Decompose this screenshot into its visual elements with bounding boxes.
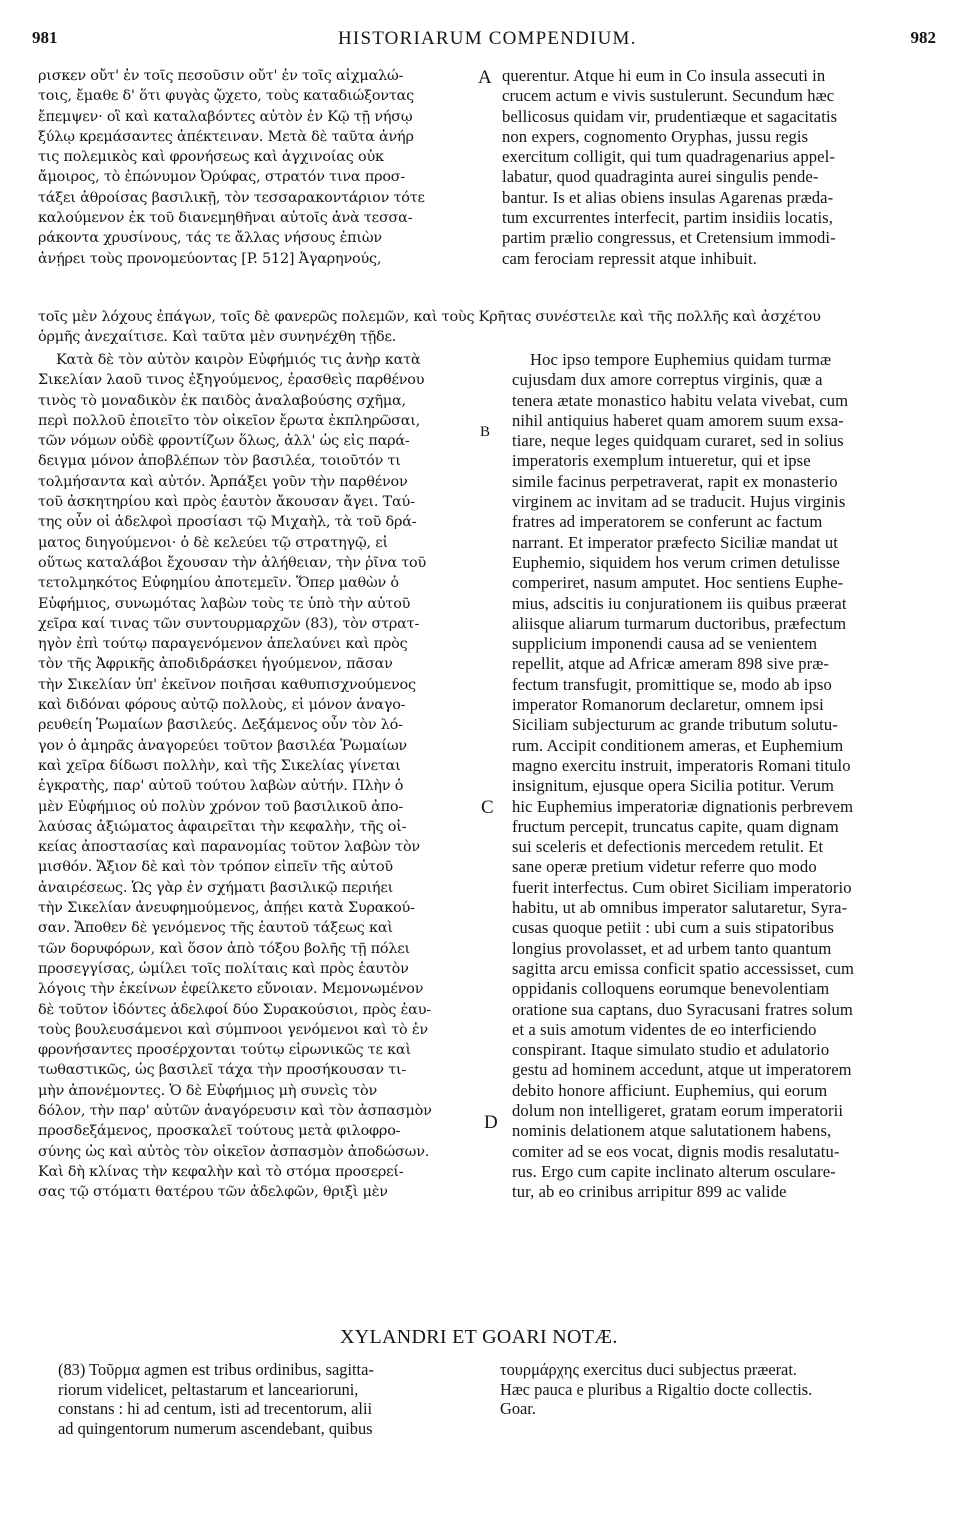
text-line: ρισκεν οὔτ' ἐν τοῖς πεσοῦσιν οὔτ' ἐν τοῖς αἰχμαλώ- <box>38 68 404 84</box>
running-header <box>28 28 936 54</box>
greek-column-main <box>38 350 486 1202</box>
text-line: rum. Accipit conditionem ameras, et Euphemium <box>512 735 844 755</box>
text-line: cujusdam dux amore correptus virginis, quæ a <box>512 370 823 390</box>
latin-column-top <box>502 66 934 269</box>
text-line: λόγοις τὴν ἐκείνων ἐφείλκετο εὔνοιαν. Μεμονωμένον <box>38 981 424 998</box>
margin-marker-c: C <box>481 797 494 818</box>
text-line: ὁρμῆς ἀνεχαίτισε. Καὶ ταῦτα μὲν συνηνέχθη τῇδε. <box>38 329 397 346</box>
text-line: virginem ac invitam ad se traducit. Hujus virginis <box>512 492 846 512</box>
text-line: habitu, ut ab omnibus imperator salutaretur, Syra- <box>512 898 848 918</box>
text-line: ηγὸν ἐπὶ τούτῳ παραγενόμενον ἀπελαύνει καὶ πρὸς <box>38 636 408 653</box>
text-line: narrant. Et imperator præfecto Siciliæ mandat ut <box>512 532 838 552</box>
text-line: tum excurrentes interfecit, partim insidiis locatis, <box>502 208 833 228</box>
text-line: simile facinus perpetraverat, rapit ex monasterio <box>512 471 838 491</box>
text-line: nominis delationem atque salutationem habens, <box>512 1121 832 1141</box>
text-line: longius provolasset, et ad urbem tanto quantum <box>512 938 832 958</box>
text-line: Σικελίαν λαοῦ τινος ἐξηγούμενος, ἐρασθεὶς παρθένου <box>38 372 425 389</box>
text-line: fuerit interfectus. Cum obiret Siciliam imperatorio <box>512 877 852 897</box>
text-line: labatur, quod quadraginta aurei singulis pende- <box>502 167 819 187</box>
text-line: ἄμοιρος, τὸ ἐπώνυμον Ὀρύφας, στρατόν τινα προσ- <box>38 169 406 186</box>
text-line: insignitum, ejusque opera Sicilia potitur. Verum <box>512 776 835 796</box>
text-line: partim prælio congressus, et Cretensium immodi- <box>502 228 836 248</box>
text-line: τάξει ἀθροίσας βασιλικῇ, τὸν τεσσαρακοντάριον τότε <box>38 189 425 206</box>
greek-full-width-lines <box>38 307 938 348</box>
text-line: ἐγκρατὴς, παρ' αὐτοῦ τούτου λαβὼν αὐτήν. Πλὴν ὁ <box>38 778 404 795</box>
notes-column-right <box>500 1360 936 1419</box>
text-line: ἀναιρέσεως. Ὡς γὰρ ἐν σχήματι βασιλικῷ περιήει <box>38 879 394 896</box>
text-line: Euphemio, siquidem hos verum crimen detulisse <box>512 552 841 572</box>
text-line: imperatoris exemplum intueretur, qui et ipse <box>512 451 811 471</box>
text-line: τινὸς τὸ μοναδικὸν ἐκ παιδὸς ἀναλαβούσης σχῆμα, <box>38 392 406 409</box>
page-number-left: 981 <box>32 28 58 47</box>
text-line: τολμήσαντα καὶ αὐτόν. Ἁρπάξει γοῦν τὴν παρθένον <box>38 473 408 490</box>
text-line: Goar. <box>500 1399 536 1418</box>
text-line: δόλον, τὴν παρ' αὐτῶν ἀναγόρευσιν καὶ τὸν ἀσπασμὸν <box>38 1102 432 1119</box>
text-line: Καὶ δὴ κλίνας τὴν κεφαλὴν καὶ τὸ στόμα προσερεί- <box>38 1163 404 1180</box>
text-line: περὶ πολλοῦ ἐποιεῖτο τὸν οἰκεῖον ἔρωτα ἐκπληρῶσαι, <box>38 412 421 429</box>
text-line: comiter ad se eos vocat, dignis modis resalutatu- <box>512 1141 840 1161</box>
text-line: δὲ τοῦτον ἰδόντες ἀδελφοί δύο Συρακούσιοι, πρὸς ἑαυ- <box>38 1001 431 1018</box>
text-line: τις πολεμικὸς καὶ φρονήσεως καὶ ἀγχινοίας οὐκ <box>38 149 384 166</box>
margin-marker-d: D <box>484 1112 498 1133</box>
text-line: sane operæ pretium videtur referre quo modo <box>512 857 817 877</box>
text-line: λαύσας ἀξιώματος ἀφαιρεῖται τὴν κεφαλὴν, τῆς οἰ- <box>38 818 407 835</box>
text-line: gestu ad hominem accedunt, atque ut imperatorem <box>512 1060 852 1080</box>
text-line: χεῖρα καί τινας τῶν συντουρμαρχῶν (83), τὸν στρατ- <box>38 615 420 632</box>
text-line: tiare, neque leges quidquam curaret, sed in solius <box>512 431 844 451</box>
notes-column-left <box>58 1360 478 1438</box>
text-line: rus. Ergo cum capite inclinato alterum osculare- <box>512 1161 836 1181</box>
text-line: et a suis amotum videntes de eo interficiendo <box>512 1019 817 1039</box>
text-line: fectum transfugit, promittique se, modo ab ipso <box>512 674 832 694</box>
text-line: hic Euphemius imperatoriæ dignationis perbrevem <box>512 796 854 816</box>
text-line: γον ὁ ἀμηρᾶς ἀναγορεύει τοῦτον βασιλέα Ῥωμαίων <box>38 737 407 754</box>
text-line: mius, adscitis iu conjurationem iis quibus præerat <box>512 593 847 613</box>
text-line: magno exercitu instruit, imperatoris Romani titulo <box>512 755 851 775</box>
text-line: comperiret, nasum amputet. Hoc sentiens Euphe- <box>512 573 844 593</box>
text-line: τῶν νόμων οὐδὲ φροντίζων ὅλως, ἀλλ' ὡς εἰς παρά- <box>38 433 410 450</box>
text-line: sagitta arcu emissa conficit spatio accessisset, cum <box>512 958 855 978</box>
text-line: προσεγγίσας, ὡμίλει τοῖς πολίταις καὶ πρὸς ἑαυτὸν <box>38 960 409 977</box>
text-line: Siciliam subjecturum ac grande tributum solutu- <box>512 715 838 735</box>
text-line: φρονήσαντες προσέρχονται τούτῳ εἰρωνικῶς τε καὶ <box>38 1042 411 1059</box>
text-line: dolum non intelligeret, gratam eorum imperatorii <box>512 1100 844 1120</box>
text-line: Εὐφήμιος, συνωμότας λαβὼν τοὺς τε ὑπὸ τὴν αὐτοῦ <box>38 595 411 612</box>
text-line: μισθόν. Ἄξιον δὲ καὶ τὸν τρόπον εἰπεῖν τῆς αὐτοῦ <box>38 859 393 876</box>
text-line: ἀνῄρει τοὺς προνομεύοντας [P. 512] Ἀγαρηνούς, <box>38 250 382 267</box>
text-line: τοῖς μὲν λόχους ἐπάγων, τοῖς δὲ φανερῶς πολεμῶν, καὶ τοὺς Κρῆτας συνέστειλε καὶ τῆς πολλῆς καὶ ἀσχέτου <box>38 309 821 325</box>
text-line: querentur. Atque hi eum in Co insula assecuti in <box>502 66 826 85</box>
text-line: καὶ χεῖρα δίδωσι πολλὴν, καὶ τῆς Σικελίας γίνεται <box>38 757 401 774</box>
text-line: τὴν Σικελίαν ἀνευφημούμενος, ἀπῄει κατὰ Συρακού- <box>38 900 415 917</box>
text-line: non expers, cognomento Oryphas, jussu regis <box>502 126 809 146</box>
page-number-right: 982 <box>910 28 936 47</box>
text-line: δειγμα μόνον ἀποβλέπων τὸν βασιλέα, τοιοῦτόν τι <box>38 453 401 470</box>
text-line: cusas quoque petiit : ubi cum a suis stipatoribus <box>512 918 834 938</box>
text-line: constans : hi ad centum, isti ad trecentorum, alii <box>58 1399 373 1418</box>
text-line: bellicosus quidam vir, prudentiæque et sagacitatis <box>502 106 838 126</box>
text-line: μὲν Εὐφήμιος οὐ πολὺν χρόνον τοῦ βασιλικοῦ ἀπο- <box>38 798 404 815</box>
text-line: (83) Τοῦρμα agmen est tribus ordinibus, sagitta- <box>58 1360 374 1379</box>
text-line: σύνης ὡς καὶ αὐτὸς τὸν οἰκεῖον ἀσπασμὸν ἀποδώσων. <box>38 1143 430 1160</box>
text-line: τοὺς βουλευσάμενοι καὶ σύμπνοοι γενόμενοι καὶ τὸ ἐν <box>38 1021 428 1038</box>
text-line: crucem actum e vivis sustulerunt. Secundum hæc <box>502 86 835 106</box>
text-line: της οὖν οἱ ἀδελφοὶ προσίασι τῷ Μιχαὴλ, τὰ τοῦ δρά- <box>38 514 417 531</box>
text-line: ad quingentorum numerum ascendebant, quibus <box>58 1418 373 1438</box>
text-line: tenera ætate monastico habitu velata vivebat, cum <box>512 390 849 410</box>
text-line: imperator Romanorum declaretur, omnem ipsi <box>512 695 824 715</box>
text-line: τωθαστικῶς, ὡς βασιλεῖ τάχα τὴν προσήκουσαν τι- <box>38 1062 407 1079</box>
text-line: debito honore afficiunt. Euphemius, qui eorum <box>512 1080 828 1100</box>
text-line: nihil antiquius haberet quam amorem suum exsa- <box>512 410 844 430</box>
text-line: καὶ διδόναι φόρους αὐτῷ πολλοὺς, εἰ μόνον ἀναγο- <box>38 697 406 714</box>
text-line: σαν. Ἄποθεν δὲ γενόμενος τῆς ἑαυτοῦ τάξεως καὶ <box>38 920 393 937</box>
text-line: fructum percepit, truncatus capite, quam dignam <box>512 816 839 836</box>
text-line: Κατὰ δὲ τὸν αὐτὸν καιρὸν Εὐφήμιός τις ἀνὴρ κατὰ <box>56 352 421 368</box>
text-line: Hoc ipso tempore Euphemius quidam turmæ <box>530 350 832 369</box>
text-line: conspirant. Itaque simulato studio et adulatorio <box>512 1040 830 1060</box>
text-line: μὴν ἀπονέμοντες. Ὁ δὲ Εὐφήμιος μὴ συνεὶς τὸν <box>38 1082 378 1099</box>
text-line: τοῦ ἀσκητηρίου καὶ πρὸς ἑαυτὸν ἄκουσαν ἄγει. Ταύ- <box>38 494 415 511</box>
text-line: οὕτως καταλάβοι ἔχουσαν τὴν ἀλήθειαν, τὴν ῥῖνα τοῦ <box>38 554 427 571</box>
text-line: ξύλῳ κρεμάσαντες ἀπέκτειναν. Μετὰ δὲ ταῦτα ἀνήρ <box>38 128 414 145</box>
text-line: riorum videlicet, peltastarum et lancearioruni, <box>58 1379 359 1399</box>
text-line: exercitum colligit, qui tum quadragenarius appel- <box>502 147 835 167</box>
text-line: bantur. Is et alias obiens insulas Agarenas præda- <box>502 187 834 207</box>
text-line: σας τῷ στόματι θατέρου τῶν ἀδελφῶν, θριξὶ μὲν <box>38 1184 388 1201</box>
text-line: ρευθείη Ῥωμαίων βασιλεύς. Δεξάμενος οὖν τὸν λό- <box>38 717 403 734</box>
text-line: τὴν Σικελίαν ὑπ' ἐκεῖνον ποιῆσαι καθυπισχνούμενος <box>38 676 416 693</box>
text-line: τουρμάρχης exercitus duci subjectus præerat. <box>500 1360 797 1379</box>
text-line: ματος διηγούμενοι· ὁ δὲ κελεύει τῷ στρατηγῷ, εἰ <box>38 534 388 551</box>
text-line: oppidanis colloquens eorumque benevolentiam <box>512 979 830 999</box>
text-line: fratres ad imperatorem se conferunt ac factum <box>512 512 823 532</box>
text-line: τὸν τῆς Ἀφρικῆς ἀποδιδράσκει ἡγούμενον, πᾶσαν <box>38 656 393 673</box>
greek-column-top <box>38 66 498 269</box>
text-line: προσδεξάμενος, προσκαλεῖ τούτους μετὰ φιλοφρο- <box>38 1123 401 1140</box>
running-title: HISTORIARUM COMPENDIUM. <box>338 28 637 49</box>
text-line: τῶν δορυφόρων, καὶ ὅσον ἀπὸ τόξου βολῆς τῇ πόλει <box>38 940 410 957</box>
text-line: repellit, atque ad Africæ ameram 898 sive præ- <box>512 654 830 674</box>
text-line: cam ferociam repressit atque inhibuit. <box>502 248 757 268</box>
text-line: aliisque aliarum turmarum ductoribus, præfectum <box>512 613 847 633</box>
text-line: tur, ab eo crinibus arripitur 899 ac valide <box>512 1182 787 1202</box>
notes-heading: XYLANDRI ET GOARI NOTÆ. <box>340 1326 618 1348</box>
text-line: τοις, ἔμαθε δ' ὅτι φυγὰς ᾤχετο, τοὺς καταδιώξοντας <box>38 88 414 105</box>
text-line: oratione sua captans, duo Syracusani fratres solum <box>512 999 853 1019</box>
text-line: κείας ἀποστασίας καὶ παρανομίας τοῦτον λαβὼν τὸν <box>38 839 420 856</box>
text-line: sui sceleris et defectionis mercedem retulit. Et <box>512 837 824 857</box>
text-line: καλούμενον ἐκ τοῦ διανεμηθῆναι αὐτοῖς ἀνὰ τεσσα- <box>38 210 413 227</box>
text-line: τετολμηκότος Εὐφημίου ἀποτεμεῖν. Ὅπερ μαθὼν ὁ <box>38 575 399 592</box>
latin-column-main <box>512 350 936 1202</box>
text-line: ἔπεμψεν· οἳ καὶ καταλαβόντες αὐτὸν ἐν Κῷ τῇ νήσῳ <box>38 108 413 125</box>
margin-marker-b: B <box>480 424 491 440</box>
margin-marker-a: A <box>478 67 492 88</box>
text-line: supplicium imponendi causa ad se venientem <box>512 634 818 654</box>
text-line: Hæc pauca e pluribus a Rigaltio docte collectis. <box>500 1379 813 1399</box>
text-line: ράκοντα χρυσίνους, τάς τε ἄλλας νήσους ἐπιὼν <box>38 230 382 247</box>
